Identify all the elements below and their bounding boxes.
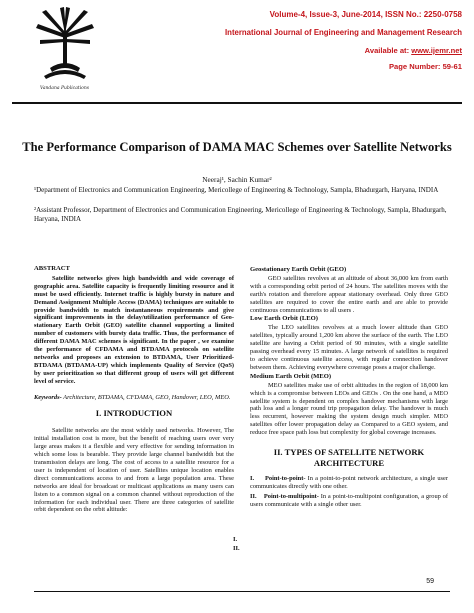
- arch-item-1-label: Point-to-point-: [264, 475, 306, 483]
- abstract-text: Satellite networks gives high bandwidth and wide coverage of geographic area. Satellite capacity is frequently limiting resource and it must be used efficiently. Internet traffic is highly bursty in nature and Demand Assignment Multiple Access (DAMA) techniques are suitable to provide bandwidth to match instantaneous requirements and give significant improvements in the delay/utilization performance of Geo-stationary Earth Orbit (GEO) satellite channel supporting a limited number of customers with bursty data traffic. Thus, the performance of different DAMA MAC schemes is significant. In the paper , we examine the performance of CFDAMA and BTDAMA protocols on satellite networks and proposes an extension to BTDAMA, User Prioritized-BTDAMA (BTDAMA-UP) which implements Quality of Service (QoS) by user prioritization so that different group of users will get different level of service.: [34, 274, 234, 385]
- keywords-label: Keywords-: [34, 393, 62, 401]
- leo-text: The LEO satellites revolves at a much lower altitude than GEO satellites, typically around 1,200 km above the surface of the earth. The LEO satellite are having a Orbit period of 90 minutes, with a single satellite passing overhead every 15 minutes. A large network of satellites is required to achieve continuous satellite access, with regular connection handover between them. Achieving everywhere coverage poses a major challenge.: [250, 324, 448, 371]
- keywords-list: Architecture, BTDAMA, CFDAMA, GEO, Handover, LEO, MEO.: [61, 393, 231, 401]
- available-label: Available at:: [364, 46, 412, 55]
- arch-item-2-num: II.: [250, 492, 257, 500]
- right-column: [250, 265, 448, 509]
- page-range: Page Number: 59-61: [388, 62, 462, 71]
- affiliation-2: ²Assistant Professor, Department of Electronics and Communication Engineering, Mericollege of Engineering & Technology, Sampla, Bhadurgarh, Haryana, INDIA: [34, 206, 447, 224]
- arch-item-1-num: I.: [250, 475, 255, 483]
- section2-heading-line2: ARCHITECTURE: [313, 458, 385, 469]
- abstract-heading: ABSTRACT: [34, 265, 70, 272]
- geo-text: GEO satellites revolves at an altitude of about 36,000 km from earth with a corresponding orbit period of 24 hours. The satellites moves with the earth's rotation and therefore appear stationary overhead. Only three GEO satellites are required to cover the entire earth and are able to provide continuous communications to all users .: [250, 274, 448, 314]
- available-at: [365, 46, 462, 55]
- section2-heading: [250, 447, 448, 469]
- margin-mark-2: II.: [233, 545, 240, 552]
- author-line: Neeraj¹, Sachin Kumar²: [202, 175, 272, 184]
- meo-text: MEO satellites make use of orbit altitudes in the region of 18,000 km which is a compromise between LEOs and GEOs . On the one hand, a MEO satellite system is dependent on complex handover mechanisms with large path loss and a longer round trip propagation delay. The handover is much less recurrent, however making the system design much simpler. MEO satellites offer lower propagation delay as Compared to a GEO system, and reduce free space path loss but complexity for global coverage increases.: [250, 381, 448, 437]
- intro-heading: I. INTRODUCTION: [95, 407, 173, 418]
- arch-item-1-text: In a point-to-point network architecture, a single user communicates directly with one other.: [250, 475, 448, 490]
- arch-item-2: [250, 493, 448, 509]
- meo-heading: Medium Earth Orbit (MEO): [250, 372, 332, 380]
- margin-mark-1: I.: [233, 536, 238, 543]
- paper-title: The Performance Comparison of DAMA MAC Schemes over Satellite Networks: [22, 140, 452, 154]
- leo-heading: Low Earth Orbit (LEO): [250, 315, 318, 323]
- journal-name: International Journal of Engineering and Management Research: [225, 28, 462, 37]
- geo-heading: Geostationary Earth Orbit (GEO): [250, 266, 347, 273]
- journal-link[interactable]: www.ijemr.net: [411, 46, 462, 55]
- footer-rule: [34, 591, 450, 592]
- section2-heading-line1: II. TYPES OF SATELLITE NETWORK: [273, 447, 425, 458]
- intro-text: Satellite networks are the most widely used networks. However, The initial installation cost is more, but the benefit of reaching users over very large areas makes it a flexible and very effective for sending information in which some loss is bearable. They provide large channel bandwidth but the transmission delays are long. The cost of access to a satellite resource for a user is independent of location of user. Satellites unique location enables direct communications access to and from a large population area. These networks are ideal for broadcast or multicast applications as many users can listen to a common signal on a common channel without reproduction of the information for each individual user. There are three categories of satellite orbit dependent on the orbit altitude:: [34, 427, 234, 514]
- journal-header: [0, 0, 474, 100]
- arch-item-2-text: In a point-to-multipoint configuration, a group of users communicate with a single other user.: [250, 492, 449, 508]
- logo-caption: Vandana Publications: [40, 86, 90, 91]
- publisher-logo: [30, 6, 100, 90]
- header-rule: [12, 102, 462, 104]
- affiliation-1: ¹Department of Electronics and Communication Engineering, Mericollege of Engineering & Technology, Sampla, Bhadurgarh, Haryana, INDIA: [34, 186, 439, 194]
- left-column: [34, 265, 234, 514]
- arch-item-1: [250, 475, 448, 491]
- page-number: 59: [426, 578, 434, 585]
- volume-line: Volume-4, Issue-3, June-2014, ISSN No.: 2250-0758: [269, 10, 462, 19]
- arch-item-2-label: Point-to-multipoint-: [263, 492, 319, 500]
- keywords: [34, 394, 234, 402]
